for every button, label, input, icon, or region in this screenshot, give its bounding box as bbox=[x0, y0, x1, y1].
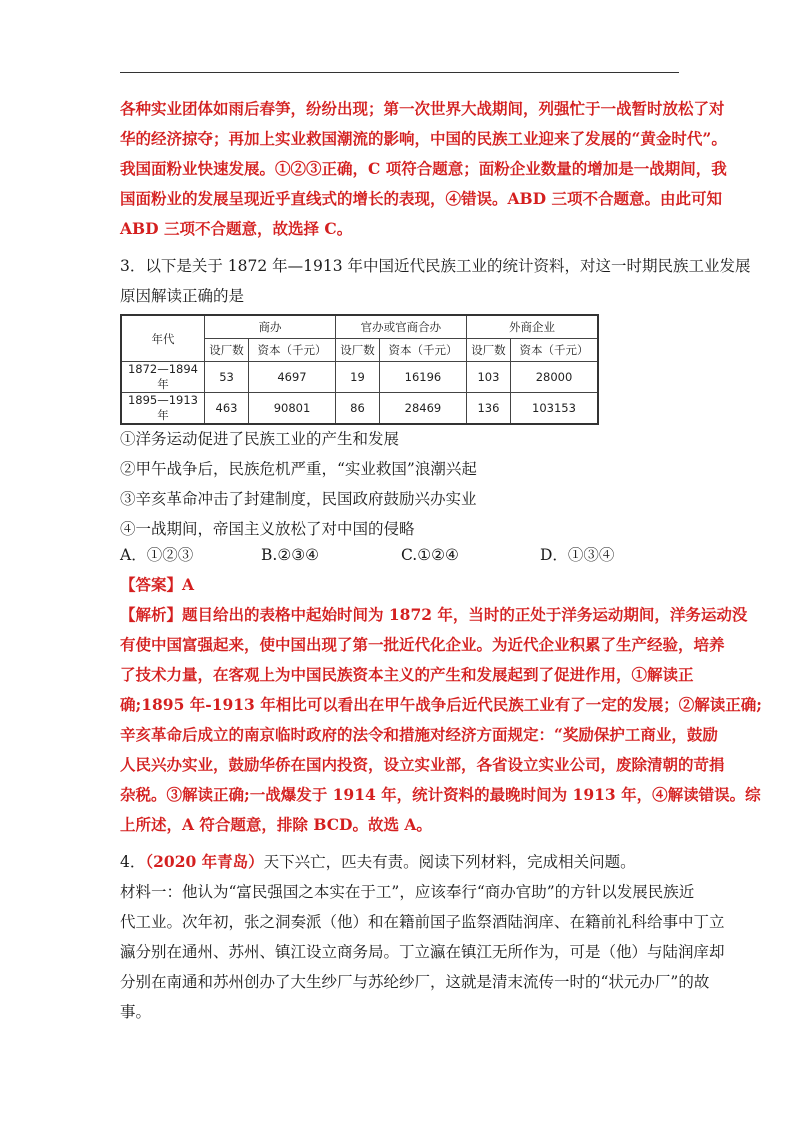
header-rule bbox=[120, 72, 679, 73]
q3-analysis-line: 上所述，A 符合题意，排除 BCD。故选 A。 bbox=[120, 815, 432, 834]
prev-analysis-line: 华的经济掠夺；再加上实业救国潮流的影响，中国的民族工业迎来了发展的“黄金时代”。 bbox=[120, 129, 727, 148]
q4-material-line: 事。 bbox=[120, 1003, 152, 1021]
table-cell: 19 bbox=[335, 362, 379, 393]
q4-number: 4． bbox=[120, 853, 146, 871]
q3-option-d: D．①③④ bbox=[540, 546, 615, 564]
table-cell: 53 bbox=[205, 362, 249, 393]
prev-analysis-line: 国面粉业的发展呈现近乎直线式的增长的表现，④错误。ABD 三项不合题意。由此可知 bbox=[120, 189, 722, 208]
q4-source: （2020 年青岛） bbox=[145, 852, 264, 871]
q3-stem bbox=[120, 251, 751, 311]
table-cell: 136 bbox=[466, 393, 510, 425]
table-cell: 103153 bbox=[510, 393, 598, 425]
table-cell: 463 bbox=[205, 393, 249, 425]
table-group-header: 外商企业 bbox=[466, 315, 598, 339]
table-cell: 28469 bbox=[380, 393, 467, 425]
table-cell: 90801 bbox=[249, 393, 336, 425]
table-group-header: 官办或官商合办 bbox=[335, 315, 466, 339]
table-row bbox=[121, 362, 598, 393]
q3-statement: ①洋务运动促进了民族工业的产生和发展 bbox=[120, 430, 400, 448]
q3-option-c: C.①②④ bbox=[401, 546, 459, 564]
table-subheader: 资本（千元） bbox=[380, 339, 467, 362]
q3-statements bbox=[120, 424, 680, 544]
q4-material-line: 材料一：他认为“富民强国之本实在于工”，应该奉行“商办官助”的方针以发展民族近 bbox=[120, 883, 695, 901]
q3-statement: ④一战期间，帝国主义放松了对中国的侵略 bbox=[120, 520, 415, 538]
q3-answer-block bbox=[120, 570, 762, 840]
q3-option-b: B.②③④ bbox=[261, 546, 320, 564]
q3-stats-table bbox=[120, 314, 599, 425]
q3-option-a: A．①②③ bbox=[120, 546, 194, 564]
table-row bbox=[121, 393, 598, 425]
table-group-header: 商办 bbox=[205, 315, 336, 339]
q3-analysis-line: 人民兴办实业，鼓励华侨在国内投资，设立实业部，各省设立实业公司，废除清朝的苛捐 bbox=[120, 755, 725, 774]
table-cell: 86 bbox=[335, 393, 379, 425]
table-subheader: 资本（千元） bbox=[510, 339, 598, 362]
q3-analysis-line: 杂税。③解读正确;一战爆发于 1914 年，统计资料的最晚时间为 1913 年，④解读错误。综 bbox=[120, 785, 761, 804]
table-header-period: 年代 bbox=[121, 315, 205, 362]
q4-material-line: 瀛分别在通州、苏州、镇江设立商务局。丁立瀛在镇江无所作为，可是（他）与陆润庠却 bbox=[120, 943, 725, 961]
prev-analysis-line: 各种实业团体如雨后春笋，纷纷出现；第一次世界大战期间，列强忙于一战暂时放松了对 bbox=[120, 99, 725, 118]
table-subheader: 资本（千元） bbox=[249, 339, 336, 362]
table-cell: 103 bbox=[466, 362, 510, 393]
table-subheader: 设厂数 bbox=[205, 339, 249, 362]
q3-statement: ②甲午战争后，民族危机严重，“实业救国”浪潮兴起 bbox=[120, 460, 477, 478]
table-cell: 28000 bbox=[510, 362, 598, 393]
table-cell: 16196 bbox=[380, 362, 467, 393]
q4-material-line: 代工业。次年初，张之洞奏派（他）和在籍前国子监祭酒陆润庠、在籍前礼科给事中丁立 bbox=[120, 913, 725, 931]
q3-analysis-line: 辛亥革命后成立的南京临时政府的法令和措施对经济方面规定：“奖励保护工商业，鼓励 bbox=[120, 725, 718, 744]
table-cell-period: 1872—1894 年 bbox=[121, 362, 205, 393]
q3-analysis-line: 了技术力量，在客观上为中国民族资本主义的产生和发展起到了促进作用，①解读正 bbox=[120, 665, 694, 684]
table-subheader: 设厂数 bbox=[335, 339, 379, 362]
q3-analysis-line: 【解析】题目给出的表格中起始时间为 1872 年，当时的正处于洋务运动期间，洋务运动没 bbox=[120, 605, 748, 624]
prev-analysis-line: 我国面粉业快速发展。①②③正确，C 项符合题意；面粉企业数量的增加是一战期间，我 bbox=[120, 159, 727, 178]
q3-analysis-line: 有使中国富强起来，使中国出现了第一批近代化企业。为近代企业积累了生产经验，培养 bbox=[120, 635, 725, 654]
q3-answer: 【答案】A bbox=[120, 575, 195, 594]
prev-analysis bbox=[120, 94, 727, 244]
prev-analysis-line: ABD 三项不合题意，故选择 C。 bbox=[120, 219, 353, 238]
q4-material-line: 分别在南通和苏州创办了大生纱厂与苏纶纱厂，这就是清末流传一时的“状元办厂”的故 bbox=[120, 973, 710, 991]
q3-analysis-line: 确;1895 年-1913 年相比可以看出在甲午战争后近代民族工业有了一定的发展；②解读正确; bbox=[120, 695, 762, 714]
table-subheader: 设厂数 bbox=[466, 339, 510, 362]
q4-stem bbox=[120, 847, 680, 877]
q3-statement: ③辛亥革命冲击了封建制度，民国政府鼓励兴办实业 bbox=[120, 490, 477, 508]
table-cell-period: 1895—1913 年 bbox=[121, 393, 205, 425]
q4-block bbox=[120, 847, 725, 1027]
q4-stem-text: 天下兴亡，匹夫有责。阅读下列材料，完成相关问题。 bbox=[263, 853, 636, 871]
q3-stem-line: 3．以下是关于 1872 年—1913 年中国近代民族工业的统计资料，对这一时期民族工业发展 bbox=[120, 257, 751, 275]
q3-stem-line: 原因解读正确的是 bbox=[120, 287, 245, 305]
table-cell: 4697 bbox=[249, 362, 336, 393]
